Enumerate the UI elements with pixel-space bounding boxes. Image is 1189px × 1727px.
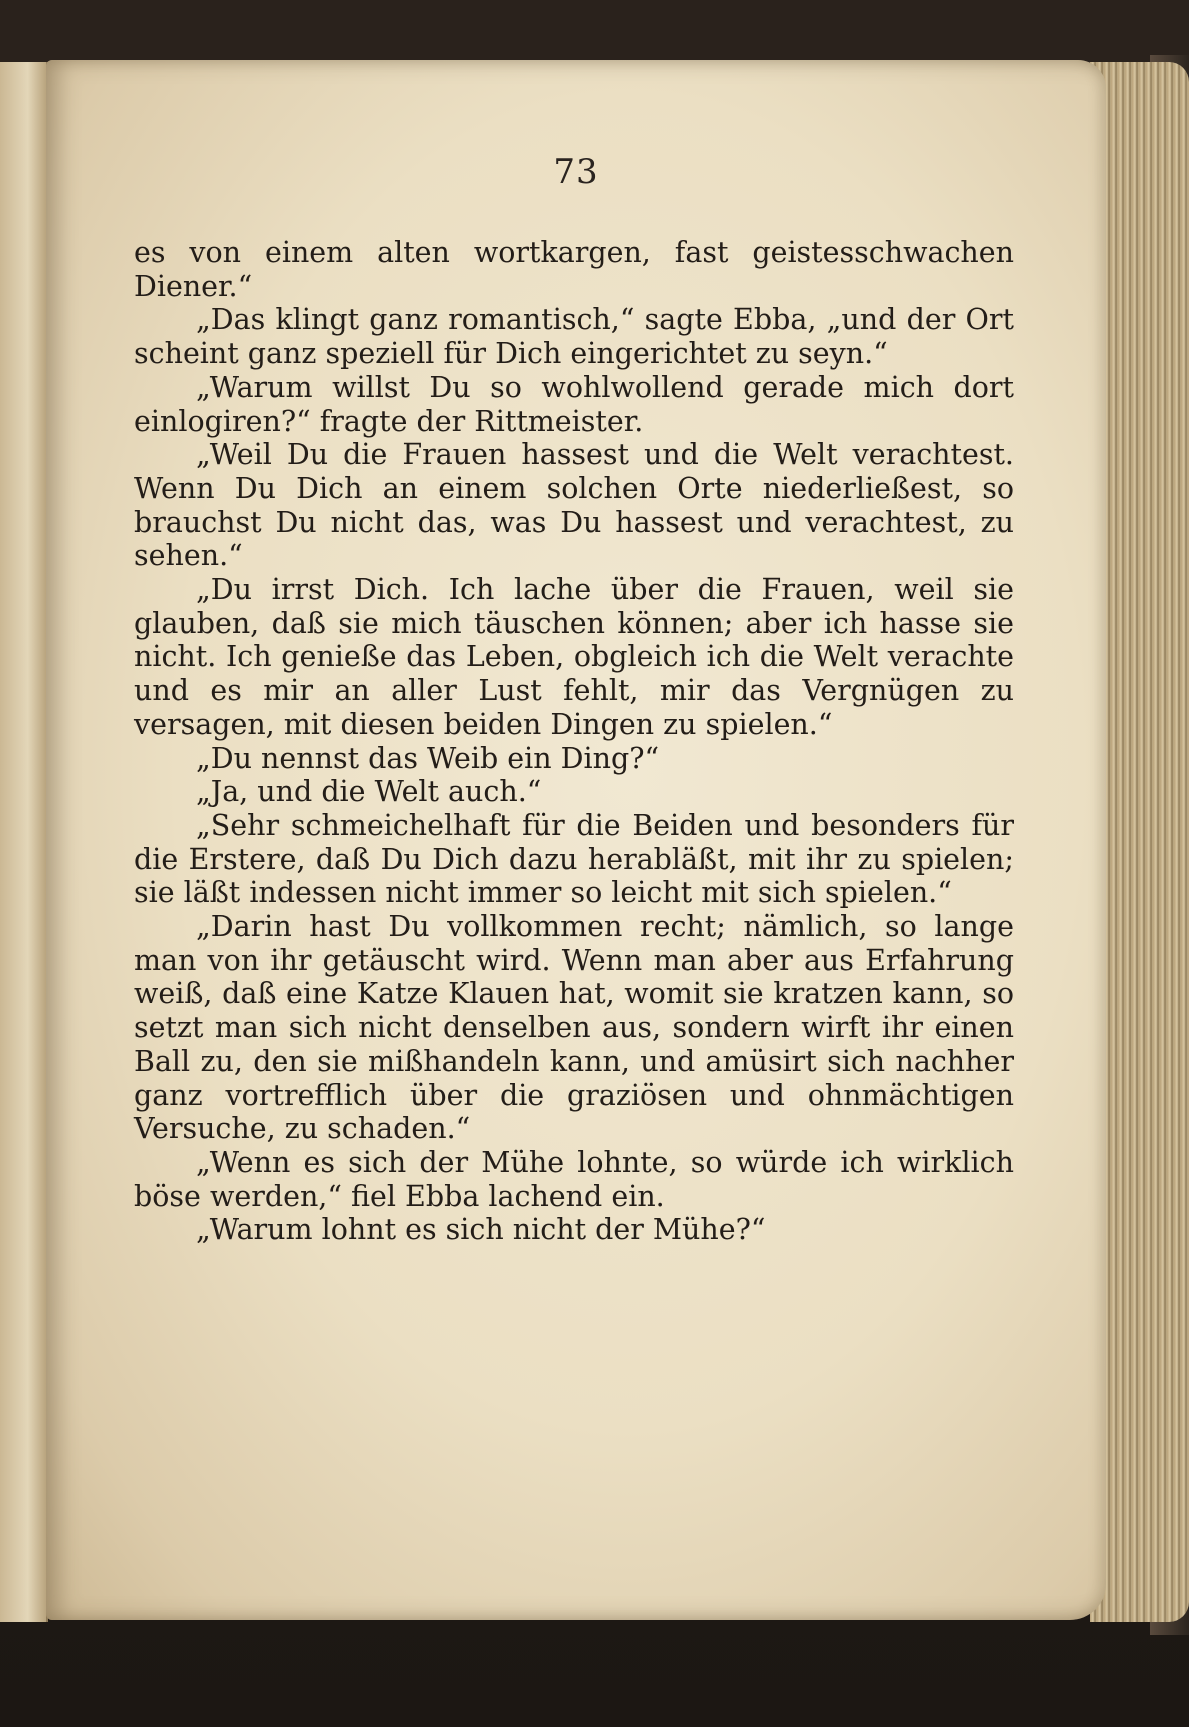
page-number: 73 [553,152,599,192]
paragraph: „Wenn es sich der Mühe lohnte, so würde ich wirklich böse werden,“ fiel Ebba lachend ein. [134,1145,1014,1213]
paragraph: „Darin hast Du vollkommen recht; nämlich, so lange man von ihr getäuscht wird. Wenn man aber aus Erfahrung weiß, daß eine Katze Klauen hat, womit sie kratzen kann, so setzt man sich nicht denselben aus, sondern wirft ihr einen Ball zu, den sie mißhandeln kann, und amüsirt sich nachher ganz vortrefflich über die graziösen und ohnmächtigen Versuche, zu schaden.“ [134,910,1014,1146]
paragraph: „Du irrst Dich. Ich lache über die Frauen, weil sie glauben, daß sie mich täuschen können; aber ich hasse sie nicht. Ich genieße das Leben, obgleich ich die Welt verachte und es mir an aller Lust fehlt, mir das Vergnügen zu versagen, mit diesen beiden Dingen zu spielen.“ [134,573,1014,741]
book-page [46,60,1106,1620]
facing-page-edge [0,62,48,1622]
paragraph: „Ja, und die Welt auch.“ [196,775,542,809]
paragraph: „Das klingt ganz romantisch,“ sagte Ebba, „und der Ort scheint ganz speziell für Dich eingerichtet zu seyn.“ [134,303,1014,371]
paragraph: es von einem alten wortkargen, fast geistesschwachen Diener.“ [134,236,1014,303]
paragraph: „Warum willst Du so wohlwollend gerade mich dort einlogiren?“ fragte der Rittmeister. [134,370,1014,438]
paragraph: „Weil Du die Frauen hassest und die Welt verachtest. Wenn Du Dich an einem solchen Orte niederließest, so brauchst Du nicht das, was Du hassest und verachtest, zu sehen.“ [134,438,1014,573]
paragraph: „Warum lohnt es sich nicht der Mühe?“ [196,1213,766,1247]
body-text [134,236,1014,1247]
paragraph: „Du nennst das Weib ein Ding?“ [196,741,660,775]
paragraph: „Sehr schmeichelhaft für die Beiden und besonders für die Erstere, daß Du Dich dazu herabläßt, mit ihr zu spielen; sie läßt indessen nicht immer so leicht mit sich spielen.“ [134,808,1014,910]
